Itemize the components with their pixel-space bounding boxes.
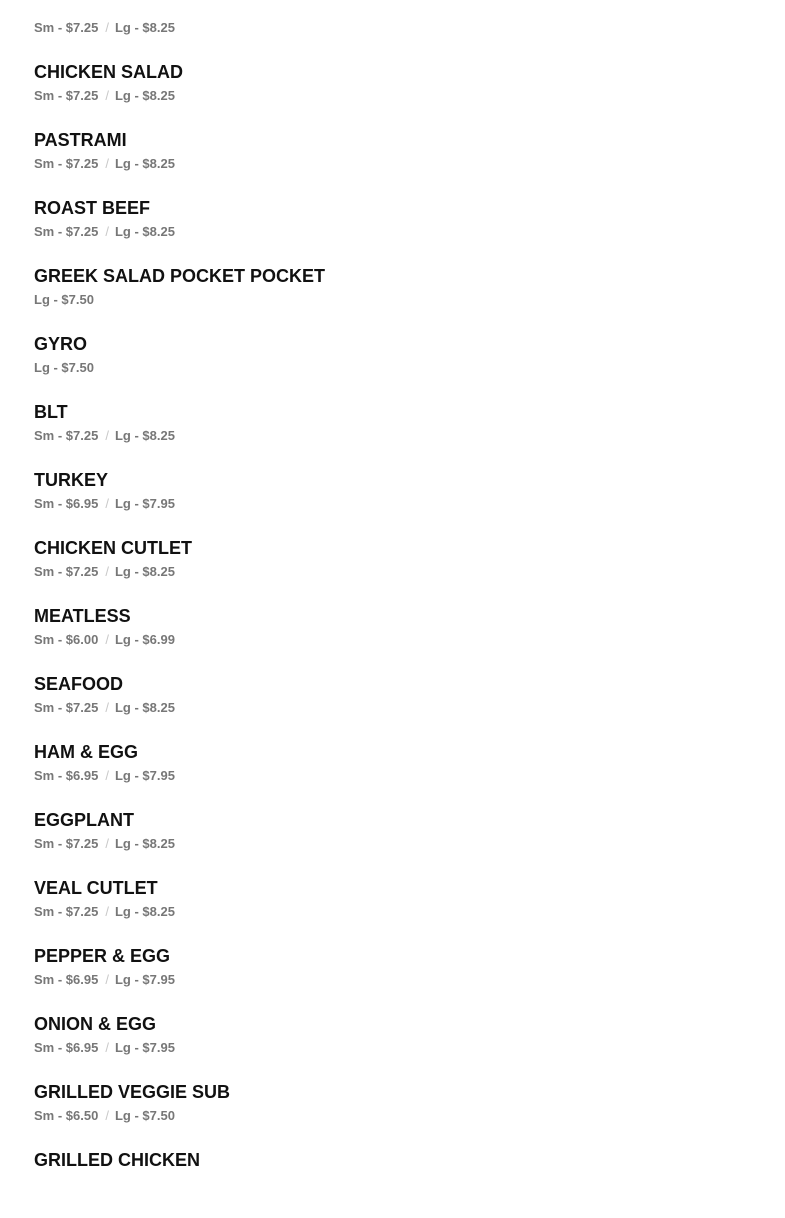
price-option: Sm - $6.95 — [34, 496, 99, 511]
price-option: Lg - $7.50 — [34, 360, 94, 375]
price-separator: / — [105, 836, 109, 851]
price-option: Sm - $6.00 — [34, 632, 99, 647]
price-option: Lg - $7.50 — [114, 1108, 175, 1123]
menu-item — [34, 470, 774, 538]
menu-item — [34, 334, 774, 402]
menu-item — [34, 878, 774, 946]
price-option: Sm - $7.25 — [34, 88, 99, 103]
menu-item-prices — [34, 89, 175, 103]
price-separator: / — [105, 496, 109, 511]
price-separator: / — [105, 1108, 109, 1123]
menu-item-prices — [34, 225, 175, 239]
menu-item — [34, 538, 774, 606]
menu-item — [34, 402, 774, 470]
menu-item — [34, 198, 774, 266]
menu-item-prices — [34, 497, 175, 511]
price-option: Lg - $8.25 — [114, 700, 175, 715]
menu-item-name: CHICKEN CUTLET — [34, 538, 192, 558]
menu-item-prices — [34, 21, 175, 35]
menu-item-name: PASTRAMI — [34, 130, 127, 150]
menu-item-prices — [34, 1041, 175, 1055]
price-option: Lg - $8.25 — [114, 564, 175, 579]
menu-item-name: ONION & EGG — [34, 1014, 157, 1034]
menu-item-name: TURKEY — [34, 470, 109, 490]
price-option: Sm - $6.50 — [34, 1108, 99, 1123]
menu-item-prices — [34, 633, 175, 647]
price-option: Sm - $7.25 — [34, 564, 99, 579]
price-separator: / — [105, 972, 109, 987]
menu-item-name: BLT — [34, 402, 68, 422]
menu-item — [34, 1014, 774, 1082]
menu-item-name: SEAFOOD — [34, 674, 124, 694]
menu-item — [34, 1150, 774, 1218]
price-option: Sm - $7.25 — [34, 836, 99, 851]
price-option: Sm - $7.25 — [34, 20, 99, 35]
price-option: Lg - $8.25 — [114, 224, 175, 239]
price-option: Lg - $7.50 — [34, 292, 94, 307]
menu-item-name: GRILLED CHICKEN — [34, 1150, 200, 1170]
menu-item-name: GYRO — [34, 334, 88, 354]
menu-item-name: EGGPLANT — [34, 810, 135, 830]
menu-item-prices — [34, 429, 175, 443]
menu-item-prices — [34, 361, 94, 375]
price-option: Sm - $7.25 — [34, 904, 99, 919]
menu-item — [34, 130, 774, 198]
menu-item-name: GRILLED VEGGIE SUB — [34, 1082, 231, 1102]
menu-item — [34, 0, 774, 62]
price-option: Sm - $7.25 — [34, 224, 99, 239]
menu-item — [34, 62, 774, 130]
menu-item-name: VEAL CUTLET — [34, 878, 158, 898]
price-option: Lg - $8.25 — [114, 904, 175, 919]
price-option: Lg - $7.95 — [114, 1040, 175, 1055]
price-separator: / — [105, 632, 109, 647]
price-option: Sm - $6.95 — [34, 972, 99, 987]
price-option: Sm - $7.25 — [34, 156, 99, 171]
menu-item — [34, 674, 774, 742]
price-option: Lg - $8.25 — [114, 428, 175, 443]
price-option: Sm - $6.95 — [34, 768, 99, 783]
menu-item-prices — [34, 565, 175, 579]
menu-item-prices — [34, 905, 175, 919]
price-option: Lg - $7.95 — [114, 496, 175, 511]
menu-item-prices — [34, 837, 175, 851]
menu-item-name: PEPPER & EGG — [34, 946, 171, 966]
price-separator: / — [105, 88, 109, 103]
menu-item-name: ROAST BEEF — [34, 198, 151, 218]
menu-item-prices — [34, 973, 175, 987]
price-separator: / — [105, 904, 109, 919]
price-option: Sm - $7.25 — [34, 700, 99, 715]
menu-item-prices — [34, 769, 175, 783]
menu-item-prices — [34, 293, 94, 307]
price-option: Lg - $8.25 — [114, 20, 175, 35]
menu-item — [34, 810, 774, 878]
price-option: Sm - $7.25 — [34, 428, 99, 443]
price-option: Lg - $8.25 — [114, 156, 175, 171]
price-option: Sm - $6.95 — [34, 1040, 99, 1055]
price-separator: / — [105, 156, 109, 171]
price-separator: / — [105, 1040, 109, 1055]
price-option: Lg - $6.99 — [114, 632, 175, 647]
menu-item-prices — [34, 701, 175, 715]
menu-item-name: MEATLESS — [34, 606, 131, 626]
price-option: Lg - $7.95 — [114, 768, 175, 783]
menu-item — [34, 606, 774, 674]
menu-item — [34, 266, 774, 334]
price-separator: / — [105, 224, 109, 239]
price-option: Lg - $7.95 — [114, 972, 175, 987]
menu-item-prices — [34, 1109, 175, 1123]
price-option: Lg - $8.25 — [114, 88, 175, 103]
price-option: Lg - $8.25 — [114, 836, 175, 851]
price-separator: / — [105, 428, 109, 443]
price-separator: / — [105, 20, 109, 35]
price-separator: / — [105, 564, 109, 579]
menu-item-name: CHICKEN SALAD — [34, 62, 184, 82]
menu-item — [34, 1082, 774, 1150]
price-separator: / — [105, 700, 109, 715]
menu-item — [34, 742, 774, 810]
menu-item — [34, 946, 774, 1014]
menu-item-prices — [34, 157, 175, 171]
price-separator: / — [105, 768, 109, 783]
menu-item-name: HAM & EGG — [34, 742, 139, 762]
menu-item-name: GREEK SALAD POCKET POCKET — [34, 266, 326, 286]
